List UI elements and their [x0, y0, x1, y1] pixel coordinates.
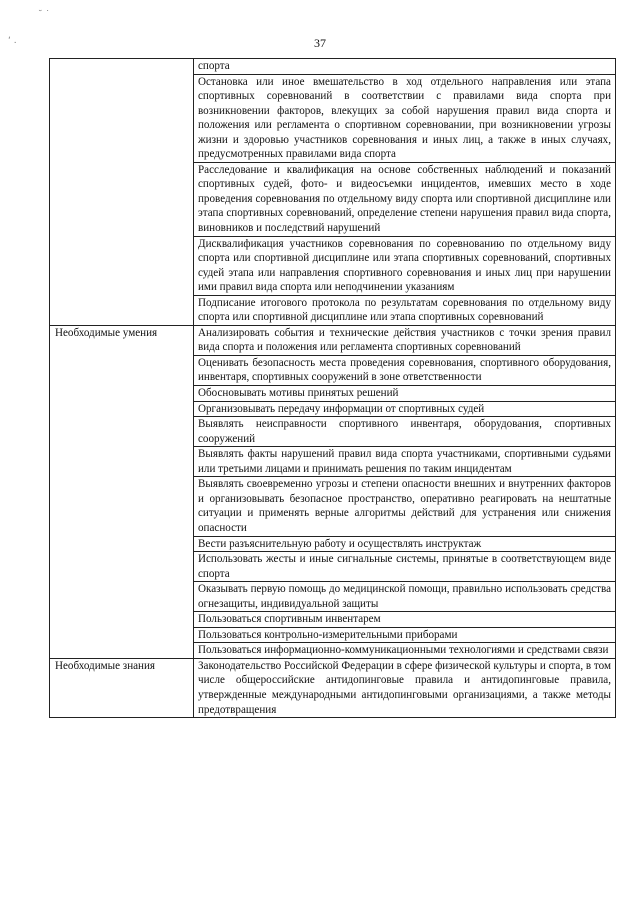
- section-item-text: Законодательство Российской Федерации в сфере физической культуры и спорта, в том числе общероссийские антидопинговые правила и антидопинговые правила, утвержденные международными антидопинговыми организациями, а также методы предотвращения: [194, 658, 616, 717]
- table-row: [50, 658, 616, 717]
- section-item-text: Выявлять своевременно угрозы и степени опасности внешних и внутренних факторов и организовывать безопасное пространство, оперативно реагировать на нештатные ситуации и применять верные алгоритмы действий для устранения или снижения опасности: [194, 477, 616, 536]
- section-item-text: Пользоваться спортивным инвентарем: [194, 612, 616, 628]
- scan-mark-top-left: ˘ ˙: [38, 10, 50, 20]
- section-item-text: Подписание итогового протокола по результатам соревнования по отдельному виду спорта или спортивной дисциплине или этапа спортивных соревнований: [194, 295, 616, 325]
- section-item-text: Обосновывать мотивы принятых решений: [194, 386, 616, 402]
- section-item-text: Остановка или иное вмешательство в ход отдельного направления или этапа спортивных соревнований в соответствии с правилами вида спорта при возникновении факторов, влекущих за собой нарушения правил вида спорта и положения или регламента о спортивном соревновании, при возникновении угрозы жизни и здоровью участников соревнования и иных лиц, а также в иных случаях, предусмотренных правилами вида спорта: [194, 74, 616, 162]
- section-item-text: Анализировать события и технические действия участников с точки зрения правил вида спорта и положения или регламента спортивных соревнований: [194, 325, 616, 355]
- section-item-text: Оценивать безопасность места проведения соревнования, спортивного оборудования, инвентаря, спортивных сооружений в зоне ответственности: [194, 355, 616, 385]
- page-number: 37: [314, 36, 326, 50]
- section-label-empty: [50, 59, 194, 326]
- section-item-text: Вести разъяснительную работу и осуществлять инструктаж: [194, 536, 616, 552]
- section-item-text: Использовать жесты и иные сигнальные системы, принятые в соответствующем виде спорта: [194, 552, 616, 582]
- section-item-text: Выявлять факты нарушений правил вида спорта участниками, спортивными судьями или третьими лицами и принимать решения по таким инцидентам: [194, 447, 616, 477]
- table-row: [50, 325, 616, 355]
- section-label: Необходимые знания: [50, 658, 194, 717]
- table-row: [50, 59, 616, 75]
- section-item-text: спорта: [194, 59, 616, 75]
- section-item-text: Расследование и квалификация на основе собственных наблюдений и показаний спортивных судей, фото- и видеосъемки инцидентов, имевших место в ходе проведения соревнования по отдельному виду спорта или спортивной дисциплине или этапа спортивных соревнований, определение степени нарушения правил вида спорта, виновников и последствий нарушений: [194, 162, 616, 236]
- section-item-text: Пользоваться контрольно-измерительными приборами: [194, 627, 616, 643]
- competencies-table: [49, 58, 616, 718]
- section-label: Необходимые умения: [50, 325, 194, 658]
- section-item-text: Дисквалификация участников соревнования по соревнованию по отдельному виду спорта или спортивной дисциплине или этапа спортивных соревнований, спортивных судей этапа или направления спортивного соревнования и иных лиц при нарушении ими правил вида спорта или неподчинении указаниям: [194, 236, 616, 295]
- section-item-text: Оказывать первую помощь до медицинской помощи, правильно использовать средства огнезащиты, индивидуальной защиты: [194, 582, 616, 612]
- section-item-text: Выявлять неисправности спортивного инвентаря, оборудования, спортивных сооружений: [194, 417, 616, 447]
- section-item-text: Пользоваться информационно-коммуникационными технологиями и средствами связи: [194, 643, 616, 659]
- section-item-text: Организовывать передачу информации от спортивных судей: [194, 401, 616, 417]
- scan-mark-left: ‘ .: [8, 36, 17, 46]
